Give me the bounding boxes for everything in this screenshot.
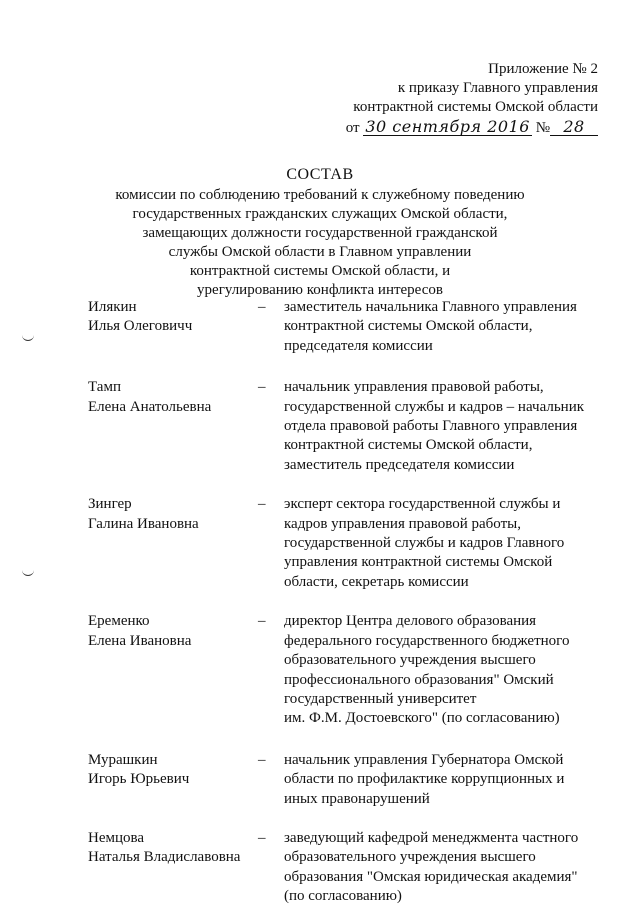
member-name [88, 612, 258, 651]
binding-hole-mark [22, 334, 34, 341]
member-entry [88, 378, 608, 475]
member-dash: – [258, 299, 266, 315]
member-name [88, 829, 258, 868]
appendix-order-reference: к приказу Главного управления [397, 80, 598, 96]
role-line: начальник управления Губернатора Омской [284, 751, 564, 768]
appendix-number: Приложение № 2 [488, 61, 598, 77]
title-line: контрактной системы Омской области, и [189, 263, 451, 279]
member-dash: – [258, 613, 266, 630]
role-line: заведующий кафедрой менеджмента частного [284, 829, 579, 846]
role-line: государственной службы и кадров Главного [284, 535, 565, 552]
binding-hole-mark [22, 569, 34, 576]
member-dash: – [258, 829, 266, 846]
member-role [284, 495, 608, 592]
role-line: государственной службы и кадров – начальник [284, 398, 585, 415]
member-name [88, 298, 258, 337]
member-entry [88, 495, 608, 592]
role-line: области, секретарь комиссии [284, 573, 469, 590]
role-line: отдела правовой работы Главного управления [284, 418, 578, 435]
title-line: замещающих должности государственной гражданской [142, 225, 498, 241]
role-line: профессионального образования" Омский [284, 671, 554, 688]
role-line: эксперт сектора государственной службы и [284, 496, 561, 513]
member-name [88, 378, 258, 417]
role-line: им. Ф.М. Достоевского" (по согласованию) [284, 710, 560, 727]
role-line: директор Центра делового образования [284, 613, 537, 630]
member-given-name: Галина Ивановна [88, 515, 199, 532]
title-line: службы Омской области в Главном управлении [168, 244, 472, 260]
member-given-name: Елена Анатольевна [88, 398, 212, 415]
title-line: урегулированию конфликта интересов [197, 282, 443, 298]
role-line: заместитель начальника Главного управления [284, 299, 577, 315]
appendix-header [346, 60, 598, 138]
handwritten-date: 30 сентября 2016 [365, 117, 530, 136]
role-line: иных правонарушений [284, 790, 430, 807]
member-surname: Немцова [88, 829, 145, 846]
role-line: образования "Омская юридическая академия" [284, 868, 578, 885]
member-entry [88, 298, 608, 356]
title-heading: СОСТАВ [286, 166, 354, 183]
role-line: начальник управления правовой работы, [284, 379, 544, 396]
role-line: контрактной системы Омской области, [284, 437, 533, 454]
member-role [284, 378, 608, 475]
role-line: образовательного учреждения высшего [284, 652, 536, 669]
member-surname: Мурашкин [88, 751, 158, 768]
member-name [88, 751, 258, 790]
role-line: федерального государственного бюджетного [284, 632, 570, 649]
member-name [88, 495, 258, 534]
member-entry [88, 612, 608, 728]
role-line: управления контрактной системы Омской [284, 554, 553, 571]
member-given-name: Елена Ивановна [88, 632, 192, 649]
member-role [284, 612, 608, 728]
role-line: заместитель председателя комиссии [284, 456, 515, 473]
member-entry [88, 829, 608, 907]
member-surname: Илякин [88, 299, 137, 315]
member-surname: Зингер [88, 496, 132, 513]
role-line: кадров управления правовой работы, [284, 515, 521, 532]
role-line: (по согласованию) [284, 888, 402, 905]
document-title [0, 165, 640, 300]
role-line: председателя комиссии [284, 337, 433, 354]
member-list [88, 298, 608, 907]
appendix-date-line [346, 118, 598, 138]
member-dash: – [258, 751, 266, 768]
title-line: комиссии по соблюдению требований к служебному поведению [115, 187, 525, 203]
member-given-name: Игорь Юрьевич [88, 771, 190, 788]
appendix-organization: контрактной системы Омской области [353, 99, 598, 115]
date-prefix: от [345, 120, 360, 136]
role-line: контрактной системы Омской области, [284, 318, 533, 335]
number-prefix: № [535, 120, 550, 136]
member-surname: Тамп [88, 379, 121, 396]
handwritten-number: 28 [550, 118, 598, 136]
member-dash: – [258, 379, 266, 396]
member-given-name: Наталья Владиславовна [88, 849, 241, 866]
role-line: образовательного учреждения высшего [284, 849, 536, 866]
member-role [284, 751, 608, 809]
member-role [284, 298, 608, 356]
title-line: государственных гражданских служащих Омской области, [132, 206, 508, 222]
role-line: области по профилактике коррупционных и [284, 771, 565, 788]
member-entry [88, 751, 608, 809]
member-role [284, 829, 608, 907]
member-given-name: Илья Олеговичч [88, 318, 193, 335]
member-dash: – [258, 496, 266, 513]
role-line: государственный университет [284, 690, 477, 707]
member-surname: Еременко [88, 613, 150, 630]
